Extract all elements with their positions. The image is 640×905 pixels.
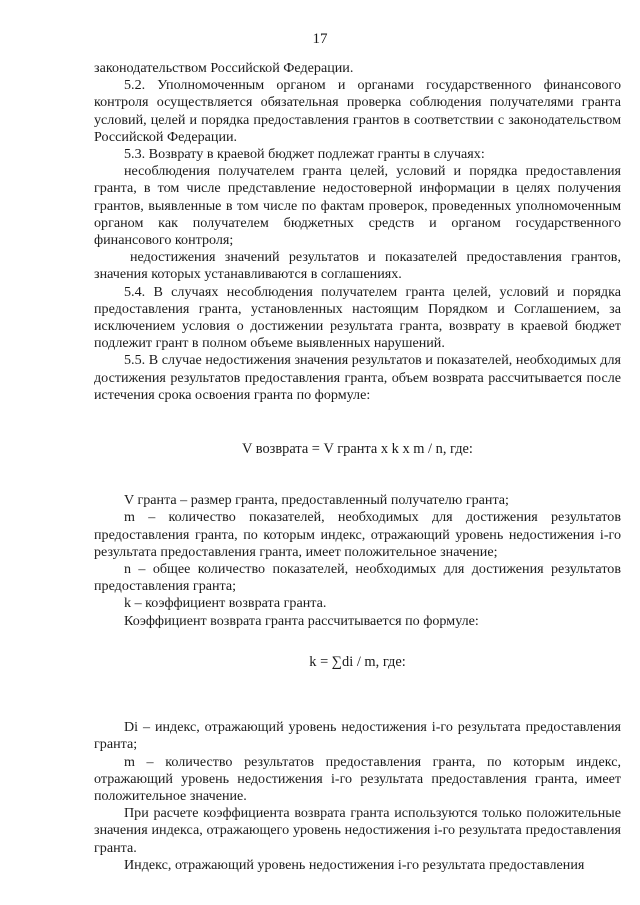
paragraph-5-3: 5.3. Возврату в краевой бюджет подлежат гранты в случаях: [124,146,485,163]
definition-n: n – общее количество показателей, необходимых для достижения результатов предоставления гранта; [94,561,621,595]
formula-coefficient: k = ∑di / m, где: [309,653,406,670]
definition-m: m – количество показателей, необходимых для достижения результатов предоставления гранта, по которым индекс, отражающий уровень недостижения i-го результата предоставления гранта, имеет положительное значение; [94,509,621,560]
paragraph-5-5: 5.5. В случае недостижения значения результатов и показателей, необходимых для достижения результатов предоставления гранта, объем возврата рассчитывается после истечения срока освоения гранта по формуле: [94,352,621,403]
paragraph-5-2: 5.2. Уполномоченным органом и органами государственного финансового контроля осуществляется обязательная проверка соблюдения получателями гранта условий, целей и порядка предоставления грантов в соответствии с законодательством Российской Федерации. [94,77,621,145]
paragraph-5-3-case-1: несоблюдения получателем гранта целей, условий и порядка предоставления гранта, в том числе представление недостоверной информации в целях получения грантов, выявленные в том числе по фактам проверок, проведенных уполномоченным органом как получателем бюджетных средств и органом государственного финансового контроля; [94,163,621,249]
definition-di: Di – индекс, отражающий уровень недостижения i-го результата предоставления гранта; [94,719,621,753]
paragraph-5-4: 5.4. В случаях несоблюдения получателем гранта целей, условий и порядка предоставления гранта, установленных настоящим Порядком и Соглашением, за исключением условия о достижении результата гранта, возврату в краевой бюджет подлежит грант в полном объеме выявленных нарушений. [94,283,621,352]
definition-k: k – коэффициент возврата гранта. [124,595,327,612]
page-number: 17 [312,31,328,47]
formula-return-volume: V возврата = V гранта х k х m / n, где: [242,441,473,458]
paragraph-positive-values: При расчете коэффициента возврата гранта используются только положительные значения индекса, отражающего уровень недостижения i-го результата предоставления гранта. [94,805,621,856]
definition-v-grant: V гранта – размер гранта, предоставленный получателю гранта; [124,492,509,509]
coefficient-intro: Коэффициент возврата гранта рассчитывается по формуле: [124,612,479,629]
document-body [94,60,621,874]
paragraph-5-3-case-2: недостижения значений результатов и показателей предоставления грантов, значения которых устанавливаются в соглашениях. [94,249,621,283]
definition-m-results: m – количество результатов предоставления гранта, по которым индекс, отражающий уровень недостижения i-го результата предоставления гранта, имеет положительное значение. [94,753,621,804]
paragraph-index-start: Индекс, отражающий уровень недостижения i-го результата предоставления [124,856,585,873]
paragraph-continuation: законодательством Российской Федерации. [94,60,354,76]
